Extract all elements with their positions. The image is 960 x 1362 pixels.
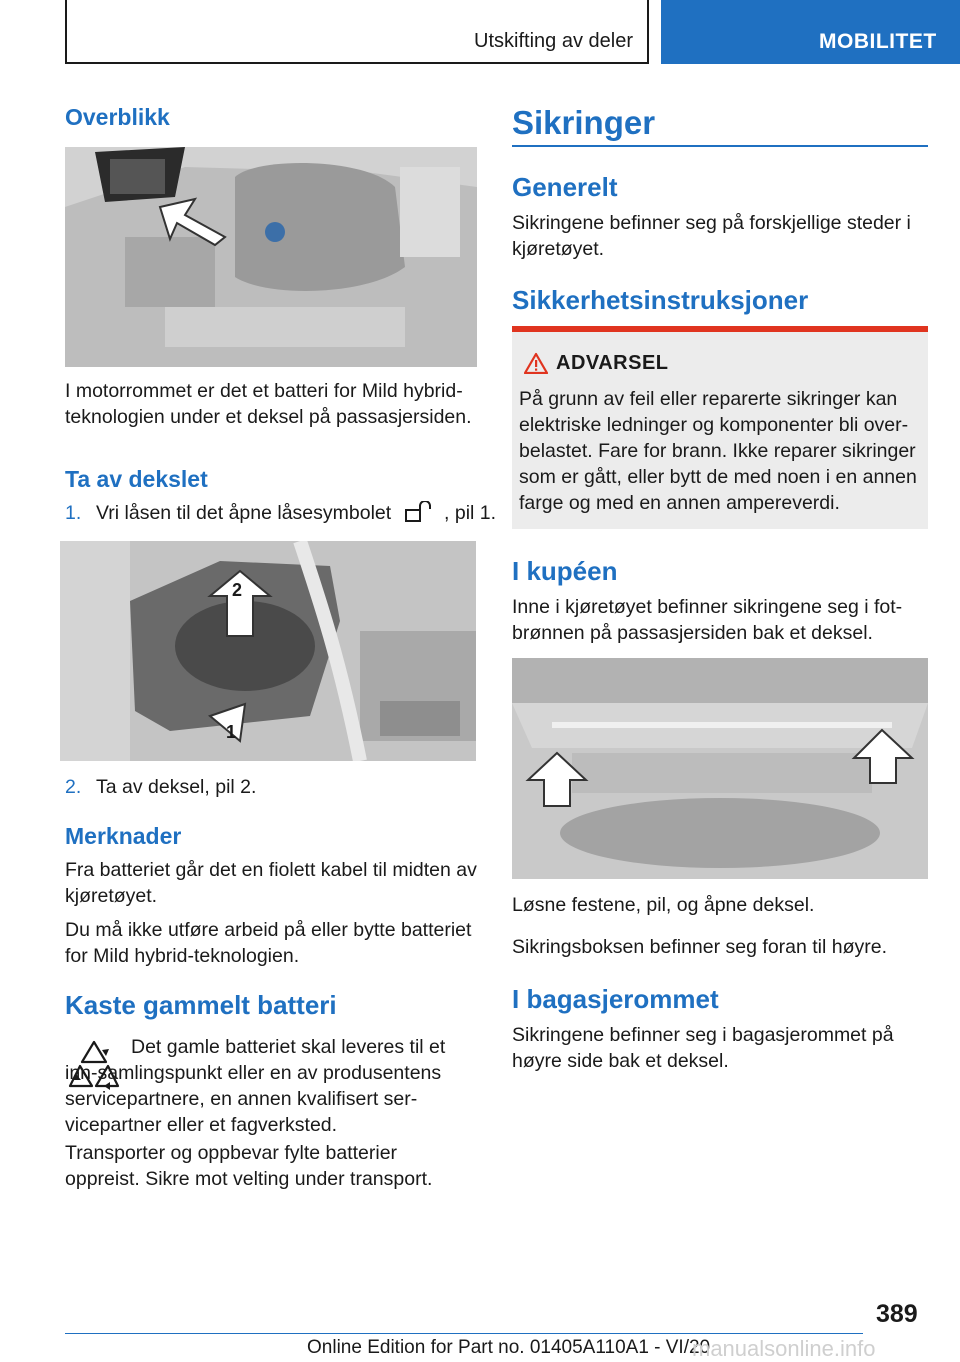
- step-1-text-after: , pil 1.: [444, 502, 497, 524]
- header-chapter-label: MOBILITET: [819, 30, 937, 53]
- dispose-paragraph-2: Transporter og oppbevar fylte batterier oppreist. Sikre mot velting under transport.: [65, 1142, 433, 1190]
- battery-cover-photo: [60, 541, 476, 761]
- notes-paragraph-1: Fra batteriet går det en fiolett kabel til midten av kjøretøyet.: [65, 859, 477, 907]
- safety-heading: Sikkerhetsinstruksjoner: [512, 285, 809, 315]
- warning-box: [512, 326, 928, 529]
- step-2-text: Ta av deksel, pil 2.: [96, 776, 257, 798]
- general-heading: Generelt: [512, 172, 618, 202]
- step-1-text: [96, 500, 497, 526]
- cabin-caption: Løsne festene, pil, og åpne deksel.: [512, 894, 815, 916]
- page-number: 389: [876, 1300, 918, 1328]
- cabin-text: Inne i kjøretøyet befinner sikringene seg i fot-brønnen på passasjersiden bak et deksel.: [512, 596, 903, 644]
- warning-triangle-icon: [524, 352, 548, 374]
- trunk-heading: I bagasjerommet: [512, 984, 719, 1014]
- footer-rule: [65, 1333, 863, 1334]
- overview-heading: Overblikk: [65, 104, 170, 130]
- header-chapter-tab: [661, 0, 960, 64]
- overview-text: I motorrommet er det et batteri for Mild hybrid-teknologien under et deksel på passasjersiden.: [65, 380, 472, 428]
- title-underline: [512, 145, 928, 147]
- header-section-box: [65, 0, 649, 64]
- dispose-heading: Kaste gammelt batteri: [65, 990, 337, 1020]
- warning-label: ADVARSEL: [556, 352, 669, 374]
- callout-2: 2: [232, 580, 243, 600]
- general-text: Sikringene befinner seg på forskjellige steder i kjøretøyet.: [512, 212, 911, 260]
- trunk-text: Sikringene befinner seg i bagasjerommet på høyre side bak et deksel.: [512, 1024, 894, 1072]
- header-section-title: Utskifting av deler: [474, 30, 633, 52]
- remove-cover-heading: Ta av dekslet: [65, 466, 208, 492]
- cabin-paragraph-2: Sikringsboksen befinner seg foran til høyre.: [512, 936, 888, 958]
- footer-edition: Online Edition for Part no. 01405A110A1 - VI/20: [307, 1337, 711, 1358]
- notes-heading: Merknader: [65, 823, 182, 849]
- step-2-number: 2.: [65, 776, 82, 798]
- cabin-heading: I kupéen: [512, 556, 618, 586]
- unlock-icon: [403, 501, 433, 523]
- notes-paragraph-2: Du må ikke utføre arbeid på eller bytte batteriet for Mild hybrid-teknologien.: [65, 919, 472, 967]
- step-1-text-before: Vri låsen til det åpne låsesymbolet: [96, 502, 392, 524]
- fuses-title: Sikringer: [512, 104, 656, 141]
- dispose-text: Det gamle batteriet skal leveres til et inn-samlingspunkt eller en av produsentens servicepartnere, en annen kvalifisert ser-vicepartner eller et fagverksted.: [65, 1036, 446, 1136]
- footer-watermark: manualsonline.info: [692, 1336, 876, 1361]
- warning-text: På grunn av feil eller reparerte sikringer kan elektriske ledninger og komponenter bli over-belastet. Fare for brann. Ikke reparer sikringer som er gått, eller bytt de med noen i en annen farge og med en annen ampereverdi.: [519, 388, 917, 514]
- callout-1: 1: [226, 722, 237, 742]
- step-1-number: 1.: [65, 502, 82, 524]
- footwell-photo: [512, 658, 928, 879]
- engine-bay-photo: [65, 147, 477, 367]
